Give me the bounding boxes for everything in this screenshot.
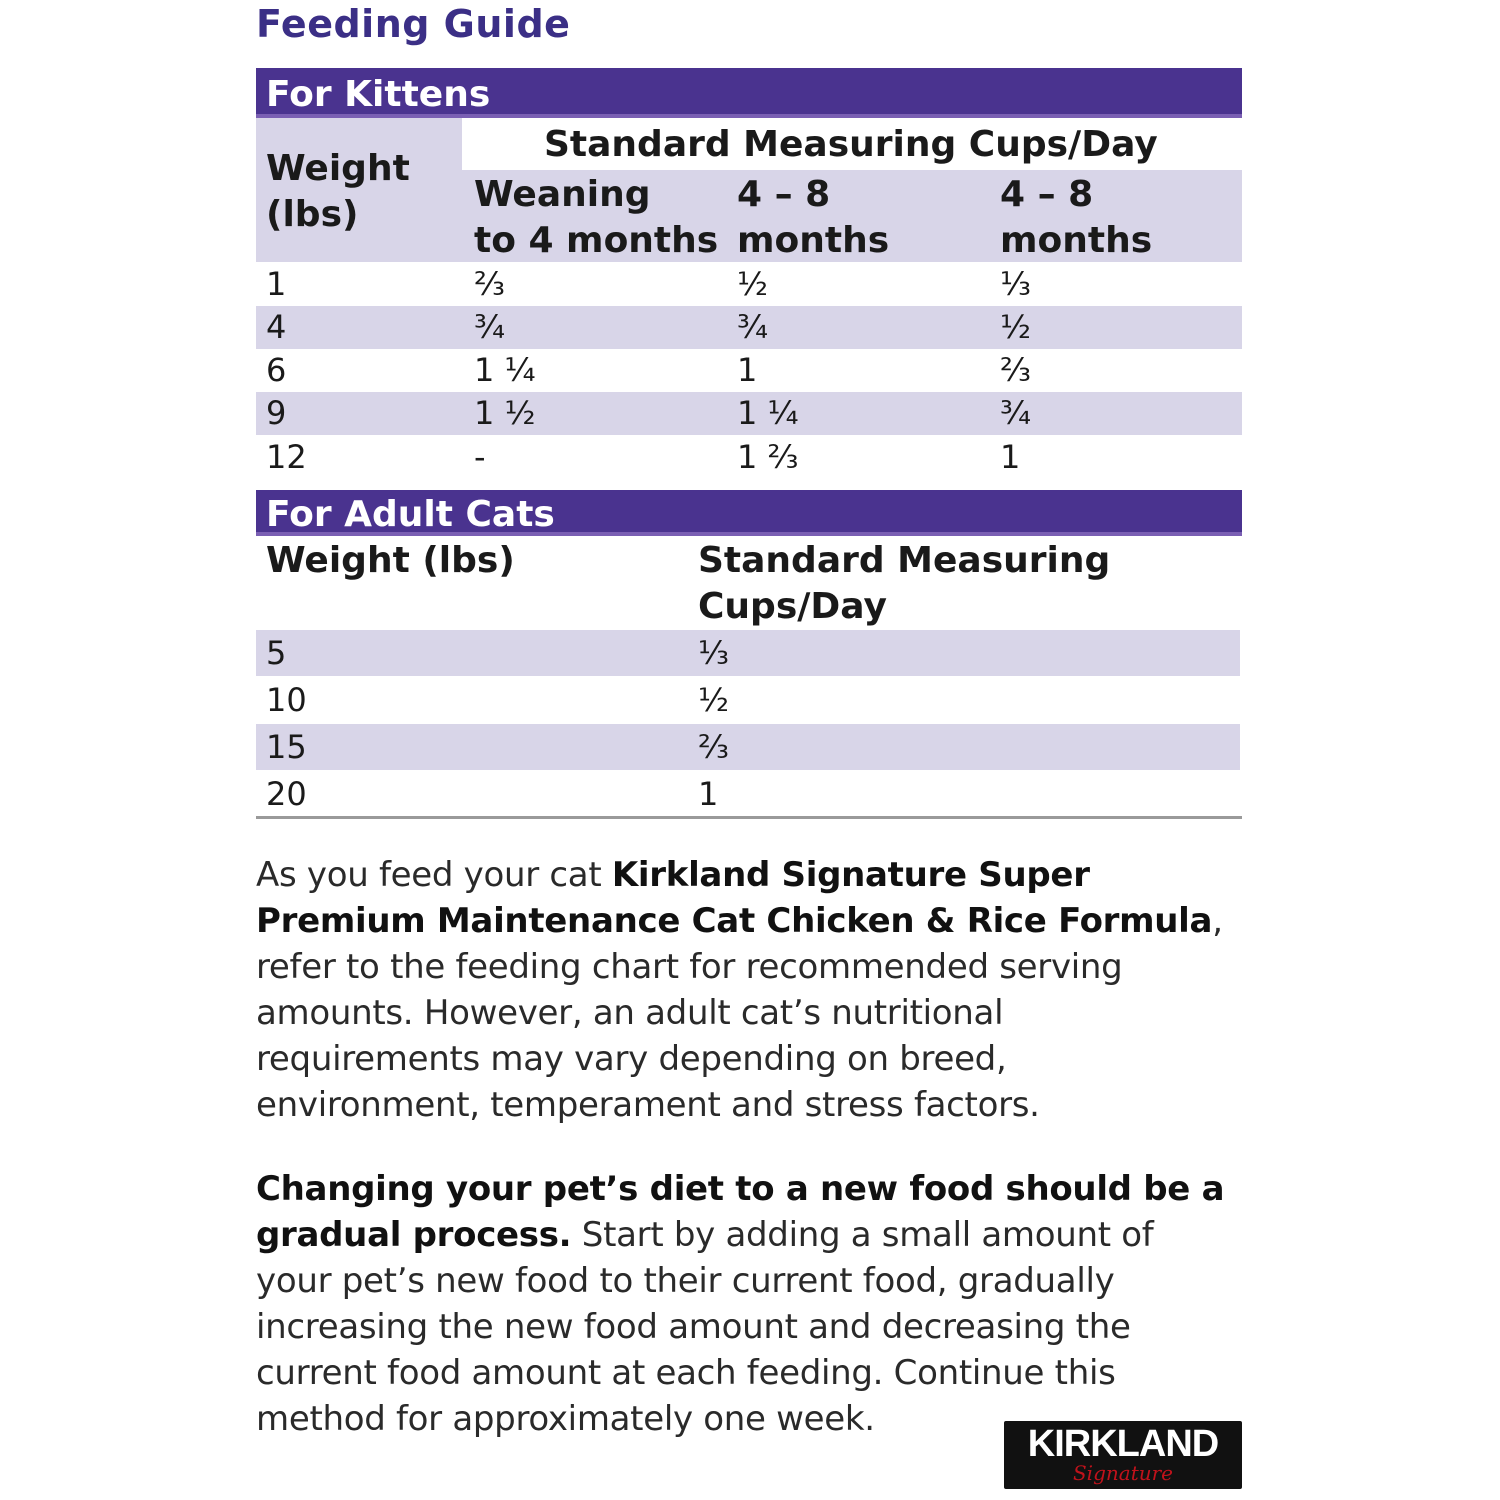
adult-cups-header-line1: Standard Measuring xyxy=(698,540,1111,581)
kitten-cups-4-8-b: ⅓ xyxy=(1000,265,1032,303)
kitten-weight: 1 xyxy=(266,265,287,303)
para1-rest: , refer to the feeding chart for recommended serving amounts. However, an adult cat’s nutritional requirements may vary depending on breed, environment, temperament and stress factors. xyxy=(256,901,1223,1125)
adult-cups: ½ xyxy=(698,681,730,719)
kitten-cups-4-8: 1 xyxy=(737,351,758,389)
kitten-cups-4-8: 1 ¼ xyxy=(737,394,799,432)
col-weaning-line1: Weaning xyxy=(474,174,651,215)
feeding-instructions-paragraph xyxy=(256,852,1236,1128)
kitten-cups-4-8: ¾ xyxy=(737,308,769,346)
kitten-cups-4-8-b: 1 xyxy=(1000,438,1021,476)
kitten-cups-weaning: - xyxy=(474,438,486,476)
kitten-cups-weaning: 1 ½ xyxy=(474,394,536,432)
cups-per-day-header: Standard Measuring Cups/Day xyxy=(544,124,1158,165)
logo-signature: Signature xyxy=(1072,1461,1174,1485)
para2-bold: Changing your pet’s diet to a new food should be a gradual process. xyxy=(256,1169,1225,1255)
kitten-weight: 6 xyxy=(266,351,287,389)
adult-cups: ⅓ xyxy=(698,634,730,672)
adult-weight: 10 xyxy=(266,681,307,719)
para2-rest: Start by adding a small amount of your pet’s new food to their current food, gradually increasing the new food amount and decreasing the current food amount at each feeding. Continue this method for approximately one week. xyxy=(256,1215,1154,1439)
adult-cups-header-line2: Cups/Day xyxy=(698,586,887,627)
kitten-cups-weaning: ⅔ xyxy=(474,265,506,303)
kittens-section-header: For Kittens xyxy=(256,68,1242,118)
weight-header-line2: (lbs) xyxy=(266,194,359,235)
weight-header-line1: Weight xyxy=(266,148,410,189)
col-weaning-line2: to 4 months xyxy=(474,220,719,261)
adult-row-shade xyxy=(256,630,1240,676)
kitten-cups-4-8: ½ xyxy=(737,265,769,303)
kitten-cups-weaning: ¾ xyxy=(474,308,506,346)
kitten-cups-4-8-b: ¾ xyxy=(1000,394,1032,432)
adult-weight-header: Weight (lbs) xyxy=(266,540,515,581)
adult-cups: 1 xyxy=(698,775,719,813)
kitten-weight: 9 xyxy=(266,394,287,432)
kitten-cups-4-8-b: ⅔ xyxy=(1000,351,1032,389)
col-4-8-months-line1: 4 – 8 xyxy=(737,174,831,215)
adult-weight: 15 xyxy=(266,728,307,766)
kitten-weight: 4 xyxy=(266,308,287,346)
diet-change-paragraph xyxy=(256,1166,1236,1442)
table-bottom-rule xyxy=(256,816,1242,819)
col-4-8-months-b-line2: months xyxy=(1000,220,1153,261)
col-4-8-months-line2: months xyxy=(737,220,890,261)
adult-row-shade xyxy=(256,724,1240,770)
adult-cups: ⅔ xyxy=(698,728,730,766)
logo-wordmark: KIRKLAND xyxy=(1027,1423,1219,1465)
kitten-cups-4-8: 1 ⅔ xyxy=(737,438,799,476)
product-name: Kirkland Signature Super Premium Maintenance Cat Chicken & Rice Formula xyxy=(256,855,1213,941)
adult-section-header: For Adult Cats xyxy=(256,490,1242,536)
adult-weight: 20 xyxy=(266,775,307,813)
kitten-weight: 12 xyxy=(266,438,307,476)
kitten-cups-weaning: 1 ¼ xyxy=(474,351,536,389)
adult-weight: 5 xyxy=(266,634,287,672)
col-4-8-months-b-line1: 4 – 8 xyxy=(1000,174,1094,215)
kirkland-signature-logo xyxy=(1004,1421,1242,1489)
kitten-cups-4-8-b: ½ xyxy=(1000,308,1032,346)
para1-lead: As you feed your cat xyxy=(256,855,612,895)
page-title: Feeding Guide xyxy=(256,2,571,46)
